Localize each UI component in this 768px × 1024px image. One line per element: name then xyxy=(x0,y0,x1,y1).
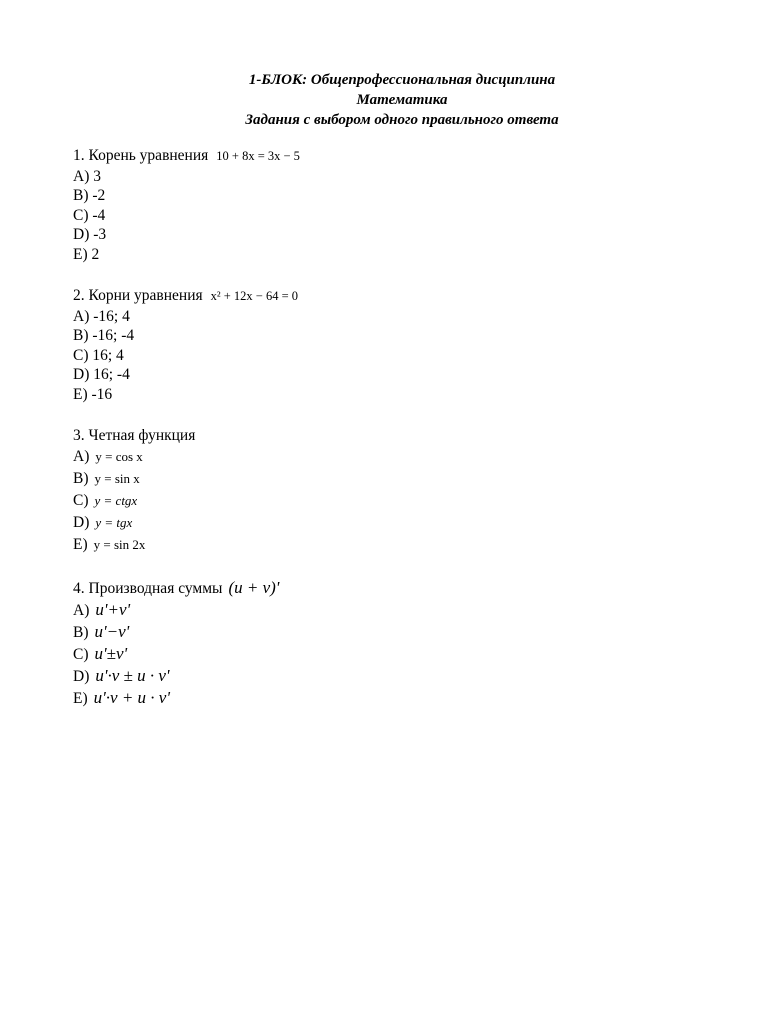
question-2-option-b: B) -16; -4 xyxy=(73,327,135,345)
question-4-title: 4. Производная суммы (u + v)' xyxy=(73,578,280,597)
question-1-option-a: A) 3 xyxy=(73,167,101,185)
question-1-formula: 10 + 8x = 3x − 5 xyxy=(216,149,300,163)
question-3-option-e: E) y = sin 2x xyxy=(73,535,146,553)
question-4-option-a: A) u'+v' xyxy=(73,599,131,619)
question-2-option-d: D) 16; -4 xyxy=(73,366,130,384)
question-4-option-e: E) u'·v + u · v' xyxy=(73,687,170,707)
question-1-option-e: E) 2 xyxy=(73,245,100,263)
question-3-option-a: A) y = cos x xyxy=(73,447,143,465)
question-3-title: 3. Четная функция xyxy=(73,427,196,444)
question-4-option-c: C) u'±v' xyxy=(73,643,128,663)
header-block-title: 1-БЛОК: Общепрофессиональная дисциплина xyxy=(248,72,556,88)
question-2-option-e: E) -16 xyxy=(73,385,113,403)
question-4-formula: (u + v)' xyxy=(228,578,280,597)
question-3 xyxy=(73,426,195,556)
question-1-title: 1. Корень уравнения 10 + 8x = 3x − 5 xyxy=(73,147,300,164)
question-1-option-b: B) -2 xyxy=(73,187,106,205)
question-2-option-a: A) -16; 4 xyxy=(73,307,130,325)
question-2-option-c: C) 16; 4 xyxy=(73,346,124,364)
question-1-option-d: D) -3 xyxy=(73,226,107,244)
question-3-option-b: B) y = sin x xyxy=(73,469,140,487)
question-3-option-c: C) y = ctgx xyxy=(73,491,138,509)
document-header xyxy=(0,70,768,130)
question-4-option-d: D) u'·v ± u · v' xyxy=(73,665,170,685)
question-2-formula: x² + 12x − 64 = 0 xyxy=(210,289,299,303)
question-1 xyxy=(73,146,300,265)
question-4 xyxy=(73,578,279,709)
question-2-title: 2. Корни уравнения x² + 12x − 64 = 0 xyxy=(73,287,299,304)
question-4-option-b: B) u'−v' xyxy=(73,621,130,641)
header-task-type: Задания с выбором одного правильного ответа xyxy=(245,112,559,128)
question-2 xyxy=(73,286,298,405)
question-1-option-c: C) -4 xyxy=(73,206,106,224)
question-3-option-d: D) y = tgx xyxy=(73,513,133,531)
header-subject: Математика xyxy=(356,92,448,108)
